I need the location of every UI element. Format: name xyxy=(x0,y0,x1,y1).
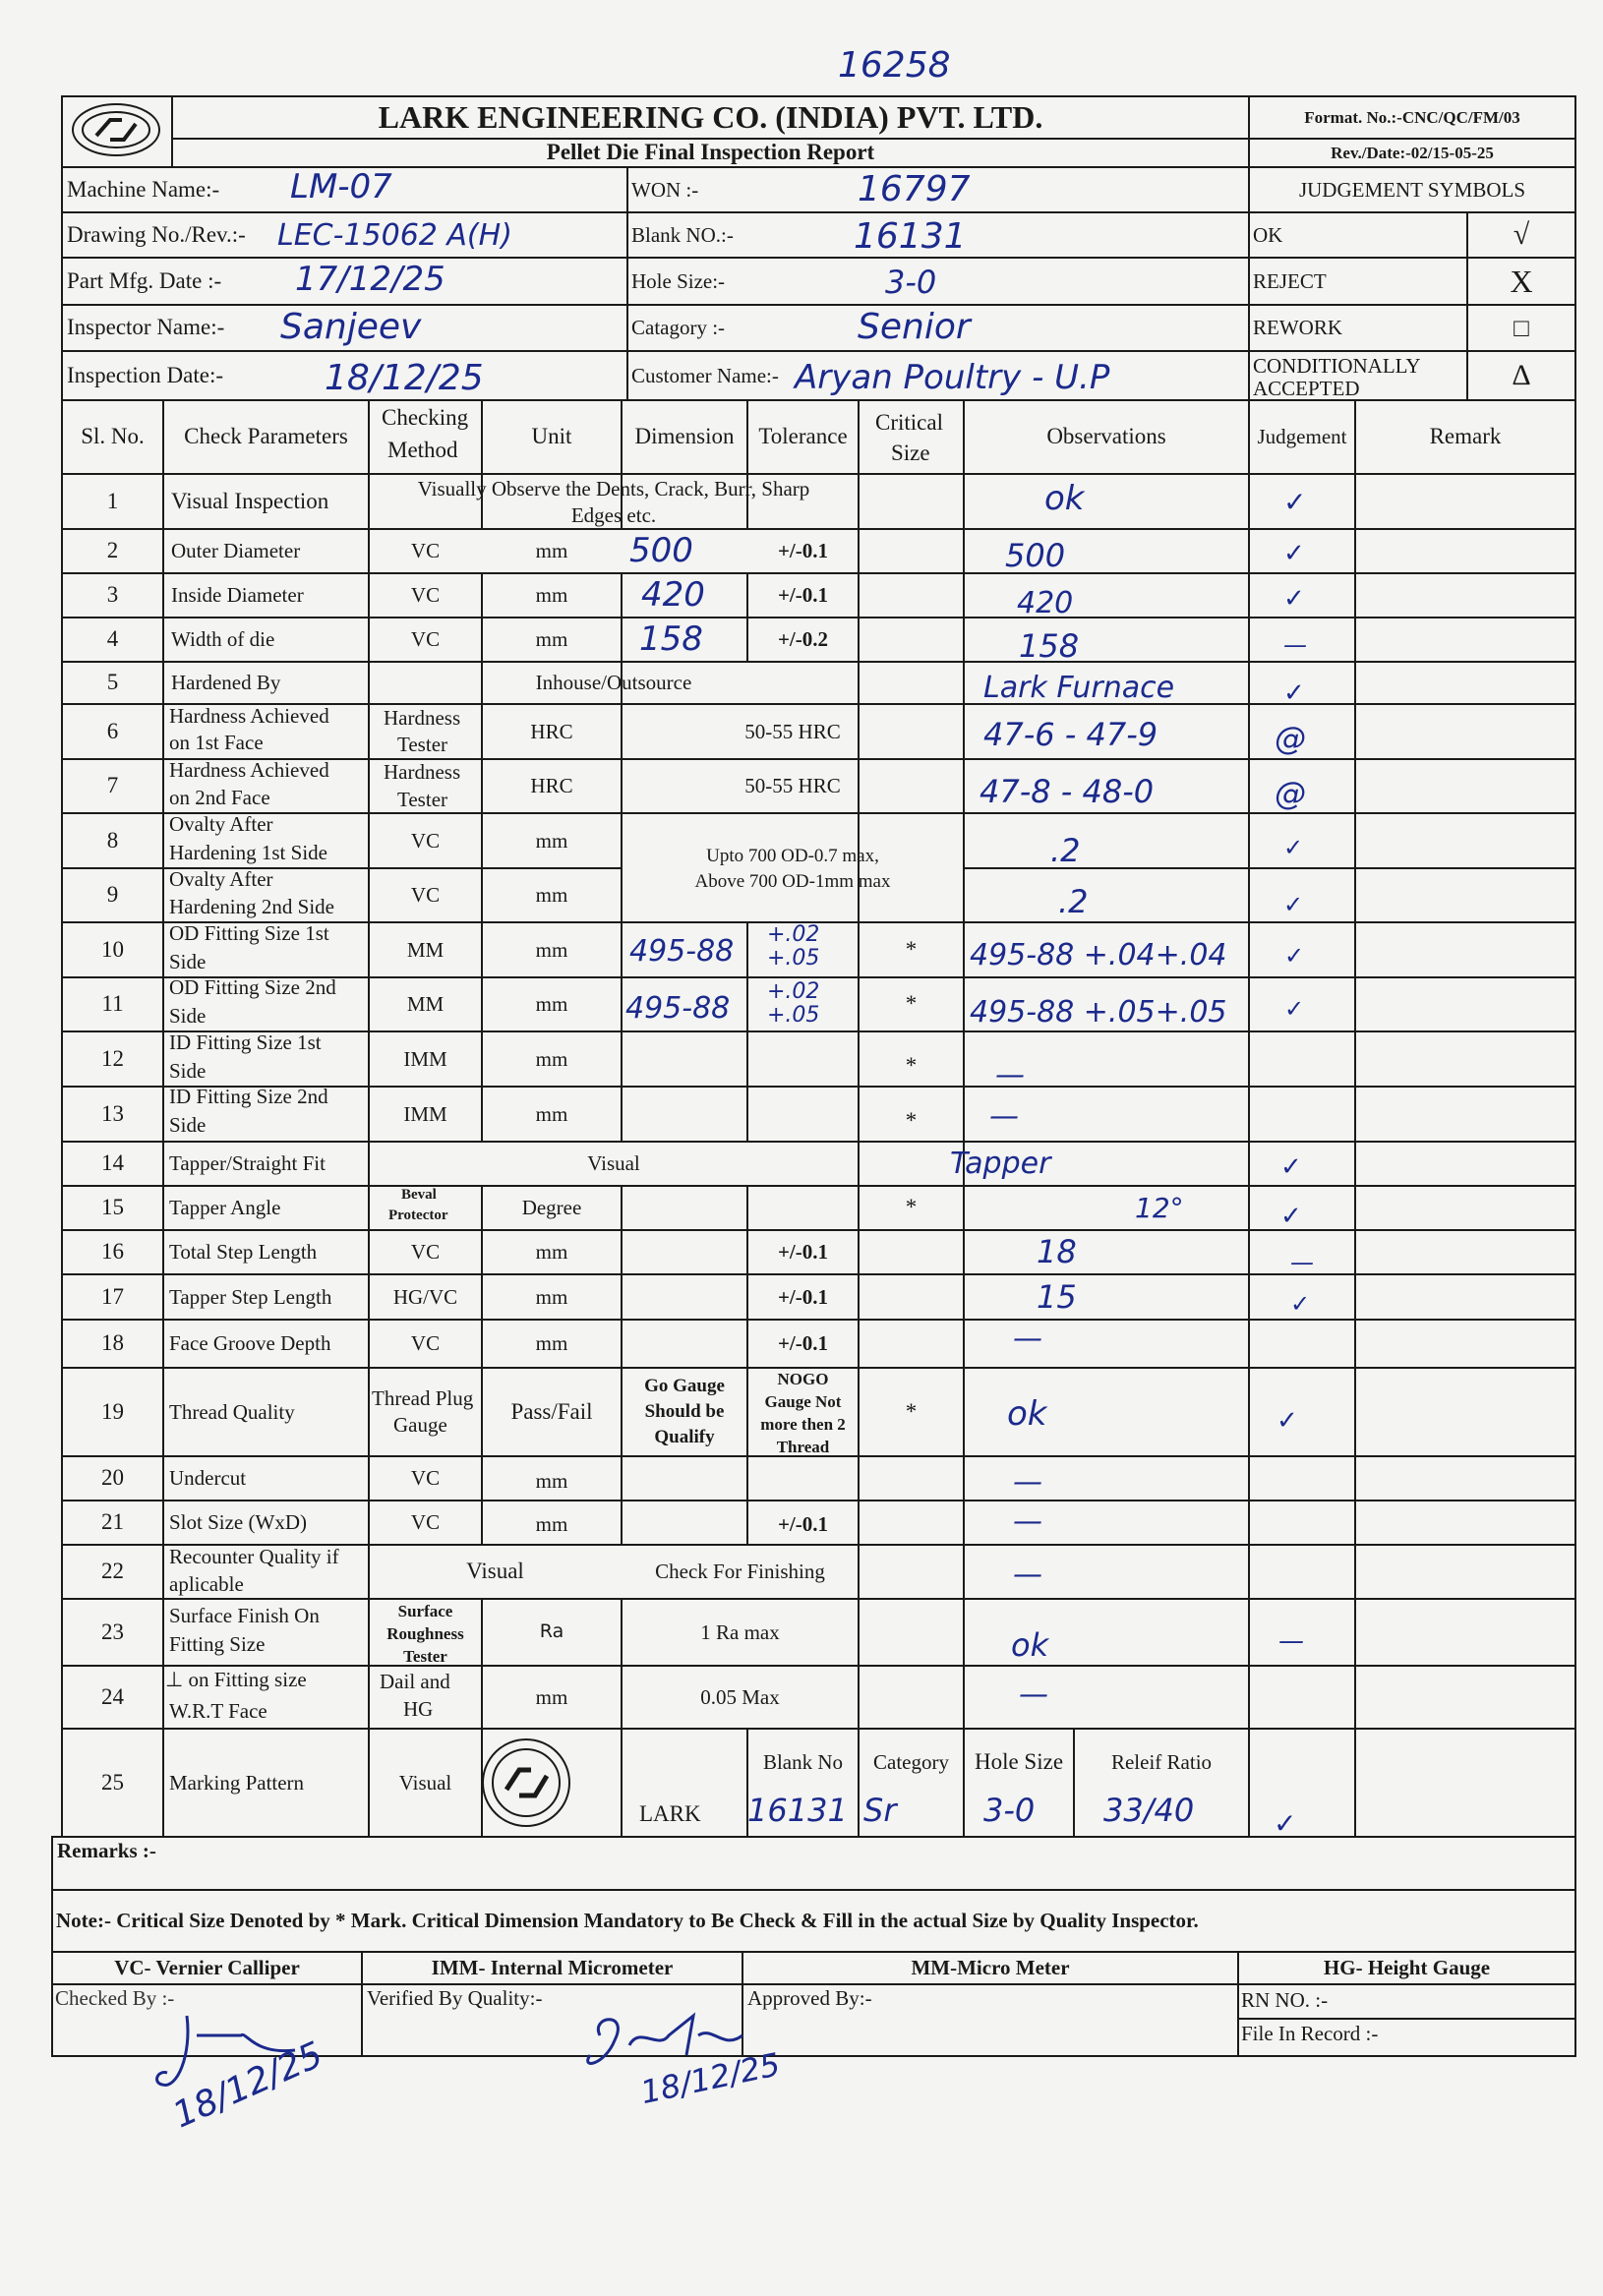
row-19-dimension-1: Go Gauge xyxy=(644,1376,725,1397)
row-3-param: Inside Diameter xyxy=(171,583,304,608)
checked-by-label: Checked By :- xyxy=(55,1986,175,2010)
row-10-critical: * xyxy=(905,936,918,962)
row-15-method-1: Beval xyxy=(401,1187,437,1203)
row-25-no: 25 xyxy=(101,1769,124,1795)
col-tolerance: Tolerance xyxy=(758,424,848,449)
row-8-unit: mm xyxy=(535,828,568,853)
row-4-dimension: 158 xyxy=(639,619,703,659)
row-4-no: 4 xyxy=(106,626,119,652)
row-11-no: 11 xyxy=(101,991,124,1017)
row-10-no: 10 xyxy=(101,936,124,962)
row-5-obs: Lark Furnace xyxy=(983,671,1175,705)
row-11-tolerance-2: +.05 xyxy=(767,1003,820,1028)
row-3-unit: mm xyxy=(535,583,568,608)
row-14-no: 14 xyxy=(101,1150,124,1176)
hole-value: 3-0 xyxy=(885,264,937,301)
row-9-method: VC xyxy=(410,883,441,908)
report-subtitle: Pellet Die Final Inspection Report xyxy=(546,140,875,165)
row-18-obs: — xyxy=(1013,1322,1042,1356)
row-11-param-1: OD Fitting Size 2nd xyxy=(169,975,336,999)
col-sl-no: Sl. No. xyxy=(81,424,145,449)
row-16-tolerance: +/-0.1 xyxy=(777,1240,829,1265)
col-observations: Observations xyxy=(1046,424,1166,449)
row-10-judgement: ✓ xyxy=(1284,942,1305,970)
serial-number: 16258 xyxy=(838,45,951,86)
row-23-no: 23 xyxy=(101,1619,124,1644)
row-25-blank-header: Blank No xyxy=(762,1749,844,1774)
row-8-param-1: Ovalty After xyxy=(169,812,273,836)
col-unit: Unit xyxy=(531,424,572,449)
row-12-critical: * xyxy=(905,1052,918,1078)
row-25-method: Visual xyxy=(398,1770,452,1795)
row-24-no: 24 xyxy=(101,1683,124,1709)
row-16-obs: 18 xyxy=(1037,1233,1077,1270)
row-7-param-1: Hardness Achieved xyxy=(169,758,329,782)
row-10-param-1: OD Fitting Size 1st xyxy=(169,921,329,945)
row-8-judgement: ✓ xyxy=(1283,834,1304,861)
part-mfg-label: Part Mfg. Date :- xyxy=(67,267,222,293)
row-25-lark: LARK xyxy=(639,1801,701,1826)
row-17-no: 17 xyxy=(101,1283,124,1309)
file-record-label: File In Record :- xyxy=(1241,2022,1379,2045)
row-15-judgement: ✓ xyxy=(1280,1202,1302,1231)
row-21-unit: mm xyxy=(535,1512,568,1537)
row-2-param: Outer Diameter xyxy=(171,539,301,563)
row-18-no: 18 xyxy=(101,1330,124,1356)
row-3-method: VC xyxy=(410,583,441,608)
col-critical-1: Critical xyxy=(875,410,943,435)
row-11-param-2: Side xyxy=(169,1004,207,1028)
row-24-unit: mm xyxy=(535,1684,568,1709)
judgement-symbols-title: JUDGEMENT SYMBOLS xyxy=(1298,177,1526,202)
legend-vc: VC- Vernier Calliper xyxy=(114,1956,300,1980)
inspection-date: 18/12/25 xyxy=(325,358,484,398)
col-method-2: Method xyxy=(387,438,458,462)
row-19-tolerance-1: NOGO xyxy=(777,1370,829,1389)
legend-mm: MM-Micro Meter xyxy=(911,1956,1070,1980)
symbol-cond-label-1: CONDITIONALLY xyxy=(1253,354,1421,378)
row-20-param: Undercut xyxy=(169,1466,247,1491)
row-16-param: Total Step Length xyxy=(169,1240,318,1265)
row-6-dimension: 50-55 HRC xyxy=(744,719,841,743)
row-22-param-2: aplicable xyxy=(169,1572,244,1596)
row-23-method-1: Surface xyxy=(397,1602,453,1621)
row-24-obs: — xyxy=(1019,1678,1048,1712)
row-9-param-2: Hardening 2nd Side xyxy=(169,895,334,918)
format-no: Format. No.:-CNC/QC/FM/03 xyxy=(1304,107,1520,127)
row-2-tolerance: +/-0.1 xyxy=(777,539,829,563)
row-9-judgement: ✓ xyxy=(1283,891,1304,918)
rn-no-label: RN NO. :- xyxy=(1241,1988,1329,2012)
inspection-date-label: Inspection Date:- xyxy=(67,362,224,387)
row-17-tolerance: +/-0.1 xyxy=(777,1284,829,1309)
row-7-unit: HRC xyxy=(530,774,573,798)
row-18-param: Face Groove Depth xyxy=(169,1331,331,1356)
row-6-method-2: Tester xyxy=(397,733,448,756)
row-12-param-1: ID Fitting Size 1st xyxy=(169,1030,322,1054)
row-3-no: 3 xyxy=(106,582,119,608)
row-19-critical: * xyxy=(905,1398,918,1424)
row-11-obs: 495-88 +.05+.05 xyxy=(970,995,1227,1030)
row-19-dimension-2: Should be xyxy=(644,1401,725,1423)
row-11-judgement: ✓ xyxy=(1284,995,1305,1023)
row-23-method-3: Tester xyxy=(403,1647,447,1667)
row-23-param-2: Fitting Size xyxy=(169,1632,266,1656)
row-6-method-1: Hardness xyxy=(384,706,461,730)
col-critical-2: Size xyxy=(891,441,930,465)
symbol-cond-label-2: ACCEPTED xyxy=(1253,377,1360,400)
row-16-method: VC xyxy=(410,1240,441,1265)
row-23-dimension: 1 Ra max xyxy=(700,1619,780,1644)
row-9-no: 9 xyxy=(106,882,119,908)
col-check-parameters: Check Parameters xyxy=(184,424,348,449)
row-16-no: 16 xyxy=(101,1239,124,1265)
company-logo xyxy=(73,104,159,155)
row-4-judgement: — xyxy=(1283,631,1307,659)
note-text: Note:- Critical Size Denoted by * Mark. Critical Dimension Mandatory to Be Check & Fill in the actual Size by Quality Inspector. xyxy=(56,1909,1199,1933)
row-11-unit: mm xyxy=(535,992,568,1017)
row-7-method-1: Hardness xyxy=(384,760,461,784)
row-5-no: 5 xyxy=(106,670,119,695)
row-9-unit: mm xyxy=(535,883,568,908)
row-10-tolerance-1: +.02 xyxy=(767,922,820,947)
col-dimension: Dimension xyxy=(634,424,735,449)
row-11-tolerance-1: +.02 xyxy=(767,979,820,1004)
row-13-param-1: ID Fitting Size 2nd xyxy=(169,1085,328,1108)
row-21-obs: — xyxy=(1013,1504,1042,1539)
row-2-no: 2 xyxy=(106,538,119,563)
row-25-category-header: Category xyxy=(873,1749,949,1774)
row-23-obs: ok xyxy=(1011,1626,1049,1664)
row-2-obs: 500 xyxy=(1005,537,1066,574)
row-12-method: IMM xyxy=(403,1046,447,1071)
row-19-tolerance-4: Thread xyxy=(776,1438,830,1457)
check-icon: √ xyxy=(1513,217,1530,251)
row-4-param: Width of die xyxy=(171,627,275,652)
row-11-dimension: 495-88 xyxy=(625,991,731,1026)
row-21-tolerance: +/-0.1 xyxy=(777,1512,829,1537)
row-12-no: 12 xyxy=(101,1045,124,1071)
marking-logo xyxy=(483,1739,569,1826)
row-5-param: Hardened By xyxy=(171,671,281,695)
rev-date: Rev./Date:-02/15-05-25 xyxy=(1331,143,1494,162)
customer-label: Customer Name:- xyxy=(631,363,779,387)
row-17-unit: mm xyxy=(535,1284,568,1309)
row-15-unit: Degree xyxy=(521,1196,582,1220)
row-16-judgement: — xyxy=(1290,1249,1314,1276)
col-judgement: Judgement xyxy=(1257,425,1347,449)
row-12-obs: — xyxy=(995,1058,1025,1092)
row-23-judgement: — xyxy=(1278,1626,1304,1656)
row-2-dimension: 500 xyxy=(629,531,693,570)
row-18-unit: mm xyxy=(535,1331,568,1356)
row-5-method: Inhouse/Outsource xyxy=(535,671,692,695)
blank-label: Blank NO.:- xyxy=(631,222,734,247)
row-11-method: MM xyxy=(406,992,445,1017)
drawing-no: LEC-15062 A(H) xyxy=(277,218,512,253)
row-7-dimension: 50-55 HRC xyxy=(744,774,841,798)
symbol-ok-label: OK xyxy=(1253,222,1283,247)
row-17-method: HG/VC xyxy=(392,1284,458,1309)
won-label: WON :- xyxy=(631,177,699,202)
row-1-method-2: Edges etc. xyxy=(570,502,657,527)
verified-date: 18/12/25 xyxy=(637,2045,784,2112)
row-7-obs: 47-8 - 48-0 xyxy=(980,773,1155,810)
row-3-obs: 420 xyxy=(1017,586,1074,620)
row-1-judgement: ✓ xyxy=(1283,486,1307,518)
row-10-method: MM xyxy=(406,937,445,962)
checked-date: 18/12/25 xyxy=(167,2034,329,2137)
row-4-tolerance: +/-0.2 xyxy=(777,627,829,652)
row-17-judgement: ✓ xyxy=(1290,1290,1311,1318)
row-13-param-2: Side xyxy=(169,1113,207,1137)
row-21-param: Slot Size (WxD) xyxy=(169,1510,307,1535)
row-8-param-2: Hardening 1st Side xyxy=(169,841,327,864)
inspector-name: Sanjeev xyxy=(280,307,422,347)
row-2-judgement: ✓ xyxy=(1283,539,1305,568)
symbol-rework-label: REWORK xyxy=(1253,316,1342,340)
category-label: Catagory :- xyxy=(631,316,726,340)
row-4-method: VC xyxy=(410,627,441,652)
row-15-no: 15 xyxy=(101,1195,124,1220)
row-8-dimension-2: Above 700 OD-1mm max xyxy=(694,871,891,893)
row-19-tolerance-2: Gauge Not xyxy=(764,1392,842,1412)
legend-imm: IMM- Internal Micrometer xyxy=(431,1956,674,1980)
row-13-method: IMM xyxy=(403,1101,447,1126)
symbol-reject-label: REJECT xyxy=(1253,268,1327,293)
row-25-judgement: ✓ xyxy=(1274,1807,1297,1840)
row-6-unit: HRC xyxy=(530,719,573,743)
approved-by-label: Approved By:- xyxy=(747,1986,872,2010)
row-18-method: VC xyxy=(410,1331,441,1356)
row-12-unit: mm xyxy=(535,1046,568,1071)
row-6-param-2: on 1st Face xyxy=(169,731,264,754)
row-5-judgement: ✓ xyxy=(1283,678,1305,708)
row-15-method-2: Protector xyxy=(388,1207,448,1223)
square-icon: □ xyxy=(1514,313,1529,342)
row-25-hole-header: Hole Size xyxy=(974,1748,1064,1774)
row-19-param: Thread Quality xyxy=(169,1399,295,1424)
row-25-param: Marking Pattern xyxy=(169,1770,305,1795)
row-1-no: 1 xyxy=(106,488,119,513)
hole-label: Hole Size:- xyxy=(631,268,726,293)
row-22-no: 22 xyxy=(101,1559,124,1584)
row-3-tolerance: +/-0.1 xyxy=(777,583,829,608)
legend-hg: HG- Height Gauge xyxy=(1323,1956,1491,1980)
row-22-method: Visual xyxy=(466,1559,524,1584)
row-25-ratio-header: Releif Ratio xyxy=(1110,1749,1213,1774)
row-21-no: 21 xyxy=(101,1509,124,1535)
row-6-param-1: Hardness Achieved xyxy=(169,704,329,728)
row-10-param-2: Side xyxy=(169,950,207,973)
row-19-method-1: Thread Plug xyxy=(372,1386,474,1410)
row-25-hole: 3-0 xyxy=(983,1792,1036,1829)
row-21-method: VC xyxy=(410,1510,441,1535)
row-22-obs: — xyxy=(1013,1558,1042,1592)
row-13-obs: — xyxy=(989,1099,1019,1134)
row-24-dimension: 0.05 Max xyxy=(700,1684,780,1709)
row-9-obs: .2 xyxy=(1058,883,1089,920)
row-2-unit: mm xyxy=(535,539,568,563)
row-19-unit: Pass/Fail xyxy=(510,1398,593,1424)
row-25-ratio: 33/40 xyxy=(1103,1792,1195,1829)
row-4-obs: 158 xyxy=(1019,627,1080,665)
won-value: 16797 xyxy=(858,169,971,209)
row-19-method-2: Gauge xyxy=(393,1413,447,1437)
row-24-method-2: HG xyxy=(403,1697,434,1721)
row-17-obs: 15 xyxy=(1037,1278,1077,1316)
row-7-judgement: @ xyxy=(1275,775,1306,812)
company-name: LARK ENGINEERING CO. (INDIA) PVT. LTD. xyxy=(378,99,1043,136)
row-23-unit: Ra xyxy=(539,1620,564,1643)
row-22-param-1: Recounter Quality if xyxy=(169,1545,339,1568)
row-16-unit: mm xyxy=(535,1240,568,1265)
blank-value: 16131 xyxy=(854,216,967,257)
row-1-param: Visual Inspection xyxy=(171,488,329,513)
row-6-judgement: @ xyxy=(1275,720,1306,757)
category-value: Senior xyxy=(858,307,971,347)
row-9-param-1: Ovalty After xyxy=(169,867,273,891)
row-18-tolerance: +/-0.1 xyxy=(777,1331,829,1356)
row-10-tolerance-2: +.05 xyxy=(767,946,820,971)
row-19-no: 19 xyxy=(101,1398,124,1424)
row-8-method: VC xyxy=(410,828,441,853)
row-7-method-2: Tester xyxy=(397,788,448,811)
row-20-unit: mm xyxy=(535,1469,568,1494)
row-25-blank: 16131 xyxy=(747,1792,848,1829)
row-24-param-2: W.R.T Face xyxy=(169,1699,267,1723)
row-10-unit: mm xyxy=(535,937,568,962)
row-8-no: 8 xyxy=(106,827,119,853)
row-22-dimension: Check For Finishing xyxy=(655,1560,825,1584)
row-10-obs: 495-88 +.04+.04 xyxy=(970,938,1227,972)
customer-value: Aryan Poultry - U.P xyxy=(795,358,1110,397)
verified-by-label: Verified By Quality:- xyxy=(367,1986,543,2010)
part-mfg-date: 17/12/25 xyxy=(295,260,445,299)
row-13-no: 13 xyxy=(101,1100,124,1126)
row-7-param-2: on 2nd Face xyxy=(169,786,270,809)
row-11-critical: * xyxy=(905,991,918,1017)
row-8-obs: .2 xyxy=(1050,832,1081,869)
col-remark: Remark xyxy=(1429,424,1502,449)
row-17-param: Tapper Step Length xyxy=(169,1284,332,1309)
row-6-no: 6 xyxy=(106,718,119,743)
row-1-obs: ok xyxy=(1044,479,1085,518)
row-23-method-2: Roughness xyxy=(386,1624,464,1644)
row-24-method-1: Dail and xyxy=(380,1670,450,1693)
machine-name: LM-07 xyxy=(290,167,392,206)
row-6-obs: 47-6 - 47-9 xyxy=(983,716,1158,753)
row-3-dimension: 420 xyxy=(641,575,705,615)
drawing-label: Drawing No./Rev.:- xyxy=(67,221,246,247)
row-10-dimension: 495-88 xyxy=(629,934,735,969)
row-13-critical: * xyxy=(905,1107,918,1133)
row-24-param-1: ⊥ on Fitting size xyxy=(165,1668,307,1691)
row-25-category: Sr xyxy=(863,1792,897,1829)
row-23-param-1: Surface Finish On xyxy=(169,1604,320,1627)
row-14-judgement: ✓ xyxy=(1280,1152,1302,1182)
machine-name-label: Machine Name:- xyxy=(67,176,220,202)
row-20-no: 20 xyxy=(101,1465,124,1491)
row-4-unit: mm xyxy=(535,627,568,652)
inspector-label: Inspector Name:- xyxy=(67,315,225,340)
row-20-obs: — xyxy=(1013,1465,1042,1500)
row-14-param: Tapper/Straight Fit xyxy=(169,1151,326,1176)
row-19-obs: ok xyxy=(1007,1394,1047,1434)
row-15-obs: 12° xyxy=(1135,1192,1184,1224)
row-15-param: Tapper Angle xyxy=(169,1196,281,1220)
row-1-method: Visually Observe the Dents, Crack, Burr, Sharp xyxy=(417,476,810,500)
row-7-no: 7 xyxy=(106,773,119,798)
row-8-dimension-1: Upto 700 OD-0.7 max, xyxy=(706,846,879,867)
row-19-tolerance-3: more then 2 xyxy=(760,1415,846,1435)
row-14-method: Visual xyxy=(587,1151,640,1176)
row-13-unit: mm xyxy=(535,1101,568,1126)
row-19-judgement: ✓ xyxy=(1276,1406,1298,1436)
triangle-icon: Δ xyxy=(1512,358,1531,391)
row-15-critical: * xyxy=(905,1195,918,1220)
cross-icon: X xyxy=(1510,263,1533,299)
col-method-1: Checking xyxy=(382,405,469,430)
row-20-method: VC xyxy=(410,1466,441,1491)
row-19-dimension-3: Qualify xyxy=(654,1427,715,1448)
row-2-method: VC xyxy=(410,539,441,563)
row-12-param-2: Side xyxy=(169,1059,207,1083)
row-14-obs: Tapper xyxy=(950,1147,1051,1181)
row-3-judgement: ✓ xyxy=(1283,584,1305,614)
remarks-label: Remarks :- xyxy=(57,1839,156,1862)
